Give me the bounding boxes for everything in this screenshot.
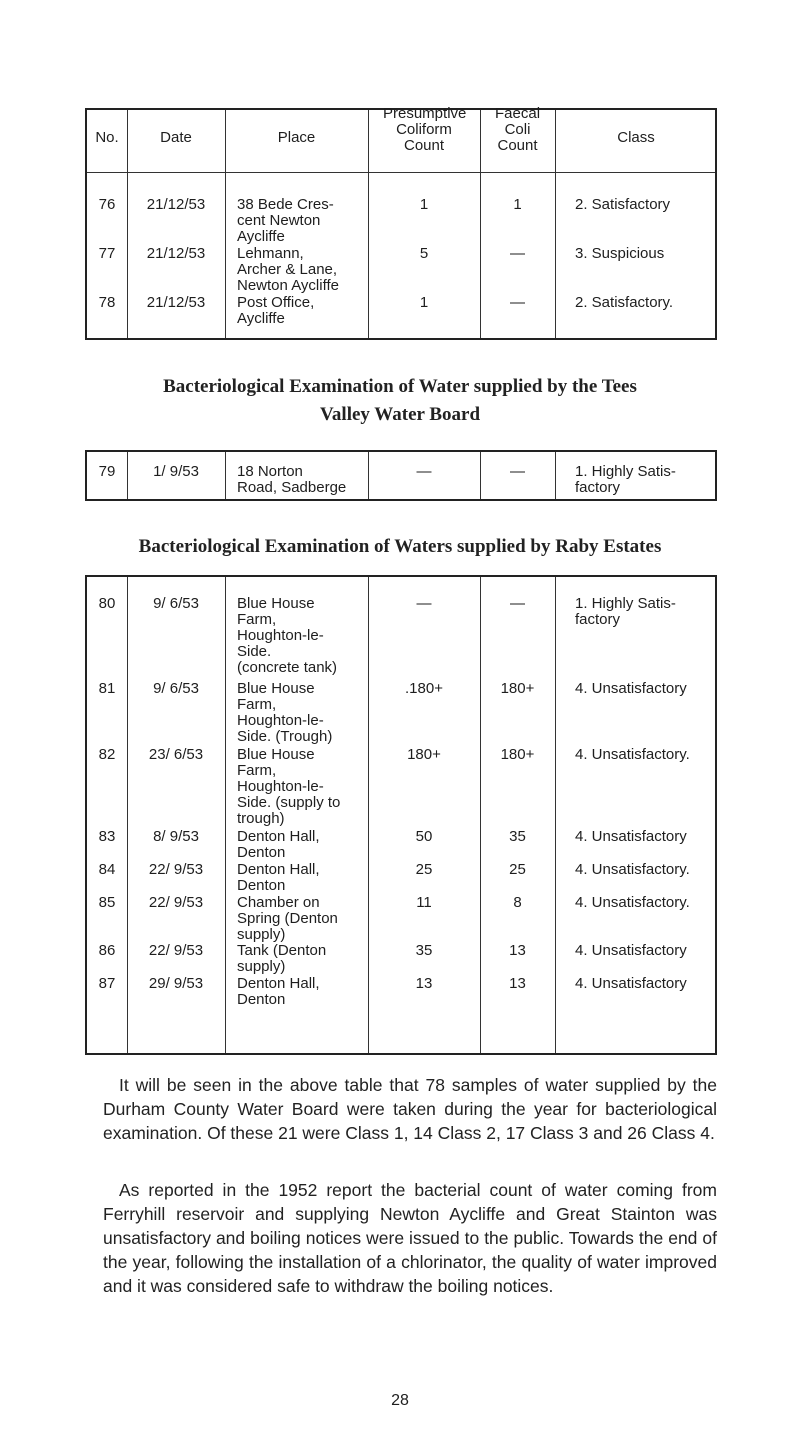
cell-place — [237, 596, 377, 676]
place-line: Blue House — [237, 595, 315, 612]
place-line: Archer & Lane, — [237, 261, 338, 278]
header-place: Place — [277, 129, 316, 146]
place-line: Denton — [237, 877, 286, 894]
place-line: Newton Aycliffe — [237, 277, 340, 294]
header-no: No. — [95, 129, 119, 146]
paragraph-text: It will be seen in the above table that 78 samples of water supplied by the Durham County Water Board were taken during the year for bacteriological examination. Of these 21 were Class 1, 14 Class 2, 17 Class 3 and 26 Class 4. — [103, 1075, 717, 1143]
place-line: Blue House — [237, 746, 315, 763]
water-table-tees — [85, 450, 717, 501]
cell-date: 8/ 9/53 — [153, 828, 199, 845]
paragraph-text: As reported in the 1952 report the bacterial count of water coming from Ferryhill reservoir and supplying Newton Aycliffe and Great Stainton was unsatisfactory and boiling notices were issued to the public. Towards the end of the year, following the installation of a chlorinator, the quality of water improved and it was considered safe to withdraw the boiling notices. — [103, 1180, 717, 1296]
cell-class: 4. Unsatisfactory — [575, 828, 687, 845]
section-heading-tees: Bacteriological Examination of Water supplied by the Tees — [163, 376, 637, 397]
class-line: 1. Highly Satis- — [575, 595, 676, 612]
place-line: Side. (supply to — [237, 794, 341, 811]
cell-presumptive: 180+ — [407, 746, 441, 763]
cell-date: 21/12/53 — [146, 245, 206, 262]
header-date: Date — [160, 129, 192, 146]
cell-class: 4. Unsatisfactory. — [575, 894, 690, 911]
cell-date: 22/ 9/53 — [148, 894, 204, 911]
place-line: Blue House — [237, 680, 315, 697]
cell-presumptive: 13 — [415, 975, 433, 992]
cell-presumptive: 50 — [415, 828, 433, 845]
place-line: Side. — [237, 643, 272, 660]
col-divider — [225, 577, 226, 1053]
place-line: Denton Hall, — [237, 975, 320, 992]
place-line: Chamber on — [237, 894, 320, 911]
cell-presumptive: — — [416, 595, 432, 612]
body-paragraph — [103, 1178, 717, 1298]
cell-date: 29/ 9/53 — [148, 975, 204, 992]
cell-place — [237, 895, 377, 943]
place-line: (concrete tank) — [237, 659, 338, 676]
cell-class: 4. Unsatisfactory. — [575, 861, 690, 878]
cell-date: 23/ 6/53 — [148, 746, 204, 763]
cell-class: 4. Unsatisfactory. — [575, 746, 690, 763]
place-line: Road, Sadberge — [237, 479, 347, 496]
place-line: supply) — [237, 958, 286, 975]
place-line: 38 Bede Cres- — [237, 196, 334, 213]
cell-no: 83 — [98, 828, 116, 845]
water-table-durham — [85, 105, 717, 340]
cell-place — [237, 197, 377, 245]
place-line: Tank (Denton — [237, 942, 327, 959]
cell-class: 3. Suspicious — [575, 245, 665, 262]
body-paragraph — [103, 1073, 717, 1145]
cell-faecal: 8 — [513, 894, 522, 911]
place-line: Farm, — [237, 611, 277, 628]
cell-class — [575, 596, 676, 628]
section-heading-raby: Bacteriological Examination of Waters supplied by Raby Estates — [138, 536, 662, 557]
place-line: Houghton-le- — [237, 778, 324, 795]
cell-no: 85 — [98, 894, 116, 911]
place-line: Farm, — [237, 762, 277, 779]
cell-presumptive: 1 — [419, 294, 429, 311]
cell-faecal: 180+ — [500, 746, 535, 763]
cell-presumptive: — — [416, 463, 432, 480]
cell-faecal: — — [510, 463, 525, 480]
place-line: 18 Norton — [237, 463, 303, 480]
cell-place — [237, 681, 377, 745]
place-line: Aycliffe — [237, 228, 285, 245]
place-line: Denton — [237, 844, 286, 861]
cell-faecal: 13 — [509, 942, 526, 959]
cell-faecal: — — [510, 595, 525, 612]
cell-no: 86 — [98, 942, 116, 959]
cell-date: 22/ 9/53 — [148, 942, 204, 959]
place-line: Houghton-le- — [237, 712, 324, 729]
cell-no: 84 — [98, 861, 116, 878]
place-line: supply) — [237, 926, 286, 943]
cell-no: 82 — [98, 746, 116, 763]
place-line: trough) — [237, 810, 285, 827]
cell-presumptive: 1 — [419, 196, 429, 213]
cell-presumptive: .180+ — [405, 680, 443, 697]
cell-date: 22/ 9/53 — [148, 861, 204, 878]
cell-no: 79 — [98, 463, 116, 480]
cell-faecal: 180+ — [500, 680, 535, 697]
cell-presumptive: 35 — [415, 942, 433, 959]
place-line: Denton Hall, — [237, 861, 320, 878]
cell-place — [237, 246, 377, 294]
cell-faecal: 13 — [509, 975, 526, 992]
place-line: Side. (Trough) — [237, 728, 333, 745]
col-divider — [225, 452, 226, 499]
cell-presumptive: 11 — [416, 894, 432, 911]
cell-faecal: — — [510, 245, 525, 262]
header-faecal: Faecal Coli Count — [495, 105, 541, 154]
cell-class: 2. Satisfactory. — [575, 294, 674, 311]
cell-no: 87 — [98, 975, 116, 992]
cell-class: 2. Satisfactory — [575, 196, 671, 213]
cell-no: 77 — [98, 245, 116, 262]
class-line: factory — [575, 479, 621, 496]
cell-no: 81 — [98, 680, 116, 697]
cell-class: 4. Unsatisfactory — [575, 975, 687, 992]
class-line: 1. Highly Satis- — [575, 463, 676, 480]
cell-no: 76 — [98, 196, 116, 213]
place-line: Denton — [237, 991, 286, 1008]
header-class: Class — [617, 129, 655, 146]
place-line: Post Office, — [237, 294, 315, 311]
header-divider — [87, 172, 715, 173]
cell-no: 78 — [98, 294, 116, 311]
cell-class: 4. Unsatisfactory — [575, 680, 687, 697]
cell-date: 9/ 6/53 — [153, 595, 199, 612]
cell-place — [237, 976, 377, 1008]
section-heading-tees-line2: Valley Water Board — [319, 404, 481, 425]
col-divider — [555, 577, 556, 1053]
place-line: Farm, — [237, 696, 277, 713]
col-divider — [555, 452, 556, 499]
cell-place — [237, 829, 377, 861]
cell-class — [575, 464, 676, 496]
cell-date: 9/ 6/53 — [153, 680, 199, 697]
place-line: Houghton-le- — [237, 627, 324, 644]
cell-no: 80 — [98, 595, 116, 612]
header-presumptive: Presumptive Coliform Count — [383, 105, 467, 154]
cell-presumptive: 5 — [419, 245, 429, 262]
page-number: 28 — [391, 1392, 409, 1409]
cell-date: 21/12/53 — [146, 294, 206, 311]
place-line: Denton Hall, — [237, 828, 320, 845]
cell-faecal: 35 — [509, 828, 526, 845]
cell-place — [237, 747, 377, 827]
place-line: Aycliffe — [237, 310, 285, 327]
cell-date: 21/12/53 — [146, 196, 206, 213]
cell-date: 1/ 9/53 — [153, 463, 199, 480]
class-line: factory — [575, 611, 621, 628]
place-line: Lehmann, — [237, 245, 304, 262]
cell-faecal: 1 — [513, 196, 522, 213]
place-line: Spring (Denton — [237, 910, 338, 927]
cell-place — [237, 295, 377, 327]
cell-faecal: 25 — [509, 861, 526, 878]
cell-place — [237, 862, 377, 894]
place-line: cent Newton — [237, 212, 321, 229]
water-table-raby — [85, 575, 717, 1055]
cell-place — [237, 464, 377, 496]
cell-class: 4. Unsatisfactory — [575, 942, 687, 959]
cell-faecal: — — [510, 294, 525, 311]
cell-place — [237, 943, 377, 975]
cell-presumptive: 25 — [415, 861, 433, 878]
